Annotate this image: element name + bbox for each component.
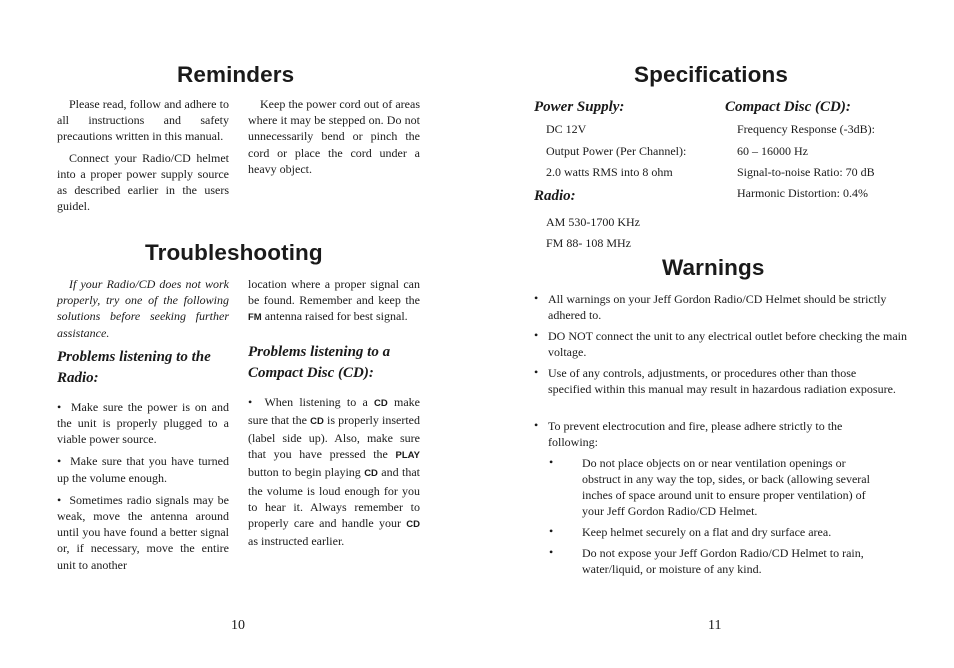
- specifications-title: Specifications: [634, 62, 788, 87]
- radio-tip-text: Make sure the power is on and the unit is properly plugged to a viable power source.: [57, 399, 229, 447]
- text-run: antenna raised for best signal.: [261, 309, 408, 324]
- radio-spec-line: FM 88- 108 MHz: [546, 236, 632, 250]
- cd-spec-line: Frequency Response (-3dB):: [737, 122, 875, 136]
- warnings-title: Warnings: [662, 255, 765, 280]
- radio-tip: • Make sure that you have turned up the volume enough.: [57, 454, 229, 485]
- cd-spec-line: Signal-to-noise Ratio: 70 dB: [737, 165, 875, 179]
- cd-label: CD: [374, 397, 388, 409]
- troubleshooting-title: Troubleshooting: [145, 240, 323, 265]
- bullet-icon: •: [534, 328, 539, 342]
- power-spec-line: DC 12V: [546, 122, 587, 136]
- text-run: and that the volume is loud enough for you to hear it. Always remember to properly care and handle your: [248, 465, 421, 531]
- text-run: location where a proper signal can be found. Remember and keep the: [248, 277, 420, 308]
- cd-label: CD: [364, 468, 378, 480]
- radio-tip: • Sometimes radio signals may be weak, move the antenna around until you have found a better signal or, if necessary, move the entire unit to another: [57, 492, 230, 572]
- cd-problems-heading: Problems listening to a Compact Disc (CD):: [248, 343, 391, 381]
- text-run: as instructed earlier.: [248, 534, 345, 549]
- page-number-right: 11: [708, 618, 722, 633]
- power-spec-line: 2.0 watts RMS into 8 ohm: [546, 165, 673, 179]
- warning-item: To prevent electrocution and fire, please adhere strictly to the following:: [548, 419, 843, 449]
- cd-label: CD: [310, 415, 324, 427]
- compact-disc-heading: Compact Disc (CD):: [725, 99, 851, 115]
- reminders-column-1: [57, 96, 229, 214]
- text-run: button to begin playing: [248, 465, 365, 480]
- reminders-paragraph: Keep the power cord out of areas where it may be stepped on. Do not unnecessarily bend or pinch the cord or place the cord under a heavy object.: [248, 97, 420, 176]
- warning-subitem: Do not place objects on or near ventilation openings or obstruct in any way the top, sides, or back (allowing several inches of space around unit to ensure proper ventilation) of your Jeff Gordon Radio/CD Helmet.: [582, 456, 870, 518]
- cd-label: CD: [406, 519, 420, 531]
- reminders-paragraph: Connect your Radio/CD helmet into a proper power supply source as described earlier in the users guidel.: [57, 150, 229, 214]
- radio-tip-continuation: [248, 276, 420, 327]
- troubleshooting-intro: If your Radio/CD does not work properly, try one of the following solutions before seeking further assistance.: [57, 277, 229, 340]
- warning-item: All warnings on your Jeff Gordon Radio/CD Helmet should be strictly adhered to.: [548, 292, 887, 322]
- radio-problems-heading: Problems listening to the Radio:: [57, 348, 211, 386]
- text-run: is properly inserted (label side up). Also, make sure that you have pressed the: [248, 412, 420, 462]
- fm-label: FM: [248, 312, 262, 324]
- bullet-icon: •: [549, 524, 554, 538]
- warning-item: Use of any controls, adjustments, or procedures other than those specified within this manual may result in hazardous radiation exposure.: [548, 366, 896, 396]
- warning-subitem: Do not expose your Jeff Gordon Radio/CD Helmet to rain, water/liquid, or moisture of any kind.: [582, 546, 864, 576]
- bullet-icon: •: [549, 455, 554, 469]
- radio-tip: • Make sure the power is on and the unit is properly plugged to a viable power source.: [57, 399, 229, 447]
- warning-item: DO NOT connect the unit to any electrical outlet before checking the main voltage.: [548, 329, 907, 359]
- troubleshooting-column-2: [248, 276, 420, 549]
- power-supply-heading: Power Supply:: [534, 99, 625, 115]
- cd-spec-line: Harmonic Distortion: 0.4%: [737, 186, 868, 200]
- text-run: make sure that the: [248, 394, 420, 427]
- troubleshooting-column-1: [57, 276, 229, 573]
- bullet-icon: •: [534, 365, 539, 379]
- reminders-paragraph: Please read, follow and adhere to all instructions and safety precautions written in this manual.: [57, 97, 229, 144]
- radio-spec-heading: Radio:: [534, 188, 576, 204]
- reminders-title: Reminders: [177, 62, 295, 87]
- radio-tip-text: Make sure that you have turned up the volume enough.: [57, 454, 229, 485]
- bullet-icon: •: [549, 545, 554, 559]
- reminders-column-2: [248, 96, 420, 177]
- cd-tip: • When listening to a CD make sure that the CD is properly inserted (label side up). Also, make sure that you have pressed the PLAY button to begin playing CD and that the volume is loud enough for you to hear it. Always remember to properly care and handle your CD as instructed earlier.: [248, 394, 421, 549]
- page-number-left: 10: [231, 618, 245, 633]
- text-run: When listening to a: [264, 394, 375, 409]
- play-label: PLAY: [395, 450, 420, 462]
- radio-tip-text: Sometimes radio signals may be weak, move the antenna around until you have found a better signal or, if necessary, move the entire unit to another: [57, 492, 230, 572]
- warning-subitem: Keep helmet securely on a flat and dry surface area.: [582, 525, 832, 539]
- bullet-icon: •: [534, 418, 539, 432]
- power-spec-line: Output Power (Per Channel):: [546, 144, 687, 158]
- bullet-icon: •: [534, 291, 539, 305]
- radio-spec-line: AM 530-1700 KHz: [546, 215, 640, 229]
- cd-spec-line: 60 – 16000 Hz: [737, 144, 808, 158]
